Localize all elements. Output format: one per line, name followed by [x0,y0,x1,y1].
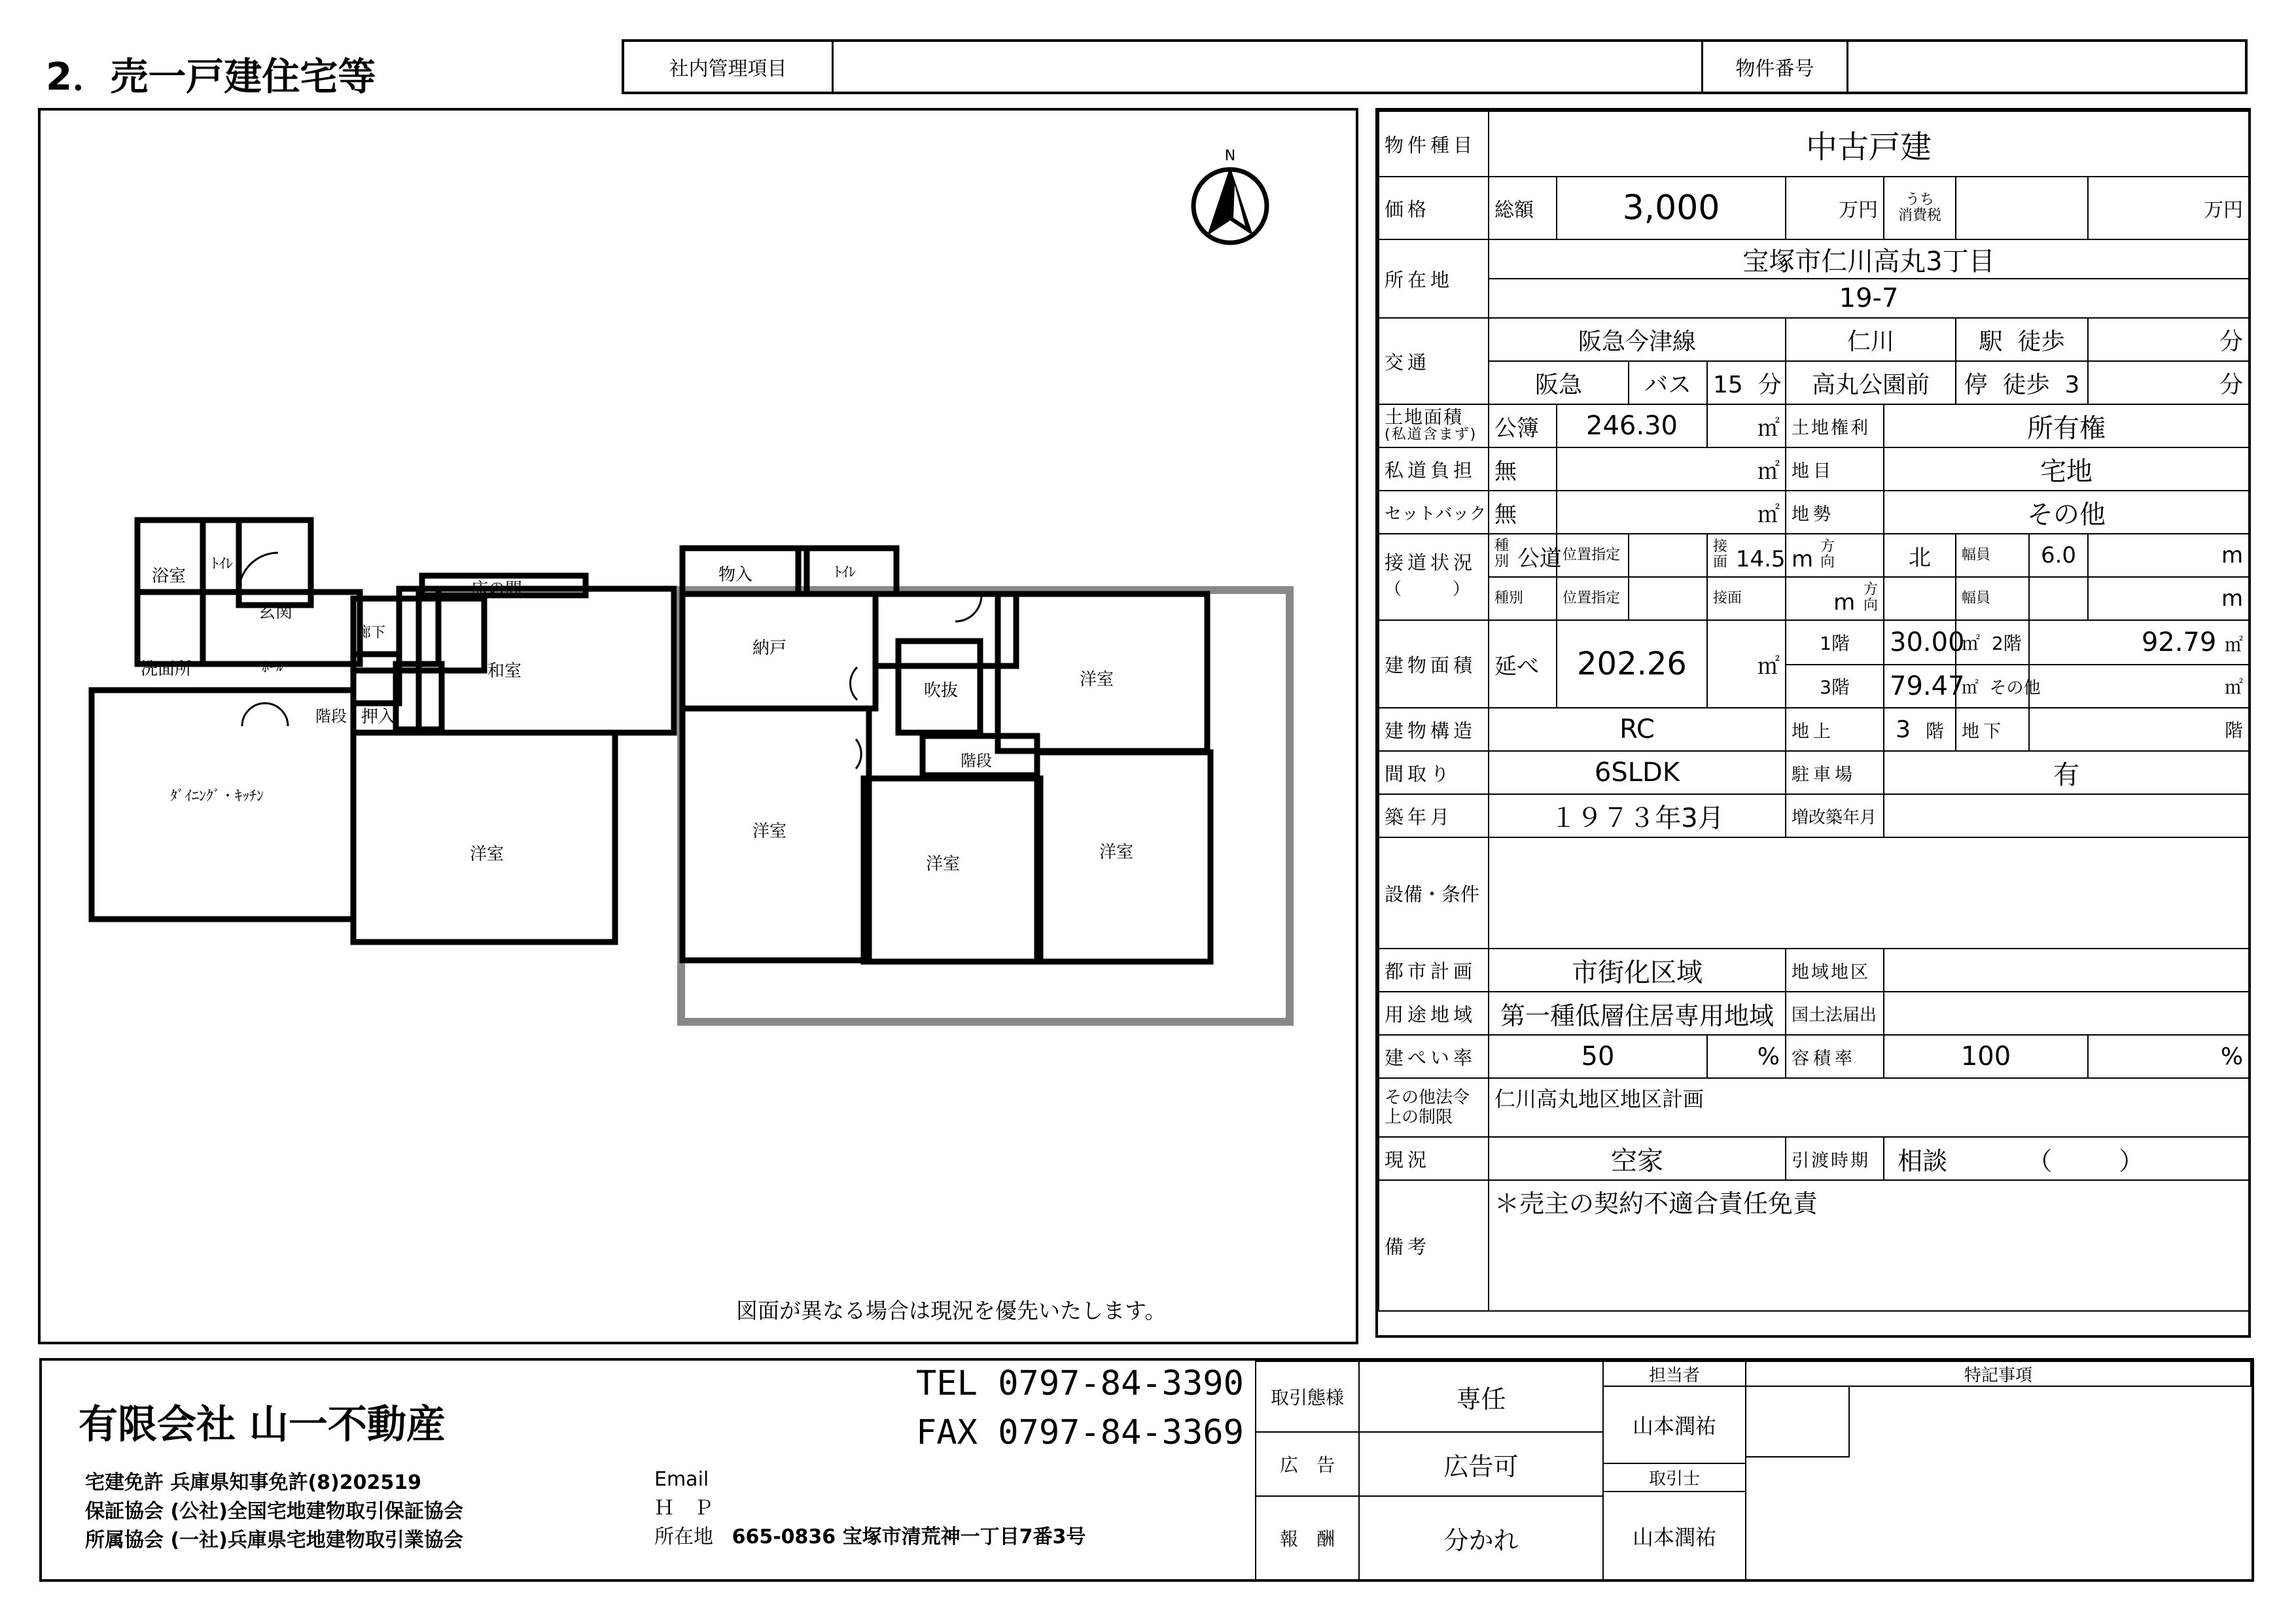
road1-width-label: 幅員 [1956,534,2029,577]
room-toilet: ﾄｲﾚ [211,556,234,572]
far-pct: % [2088,1035,2249,1078]
license: 兵庫県知事免許(8)202519 [170,1471,421,1494]
fee-label: 報 酬 [1255,1495,1360,1580]
handover: 相談 [1898,1146,1948,1176]
tax-label-2: 消費税 [1898,207,1941,224]
other-label: その他 [1989,678,2041,698]
compass-letter: N [1224,148,1236,164]
above-label: 地上 [1786,708,1884,751]
chisei: その他 [1884,491,2249,534]
private-road-label: 私道負担 [1379,447,1489,491]
road2-pos [1629,577,1707,620]
built: １９７３年3月 [1489,794,1786,837]
north-compass-icon [1188,147,1273,252]
private-road-sqm: ㎡ [1557,447,1786,491]
price-value: 3,000 [1557,177,1786,239]
far: 100 [1884,1035,2088,1078]
facility-label: 設備・条件 [1379,837,1489,949]
facility [1489,837,2249,949]
type-label: 物件種目 [1379,111,1489,177]
room-entrance: 玄関 [258,602,293,622]
special-value [1745,1456,2252,1580]
room-storage: 物入 [718,565,753,585]
status-label: 現況 [1379,1137,1489,1180]
room-western-2f-a: 洋室 [1080,670,1114,689]
floor3-sqm: ㎡ [1962,678,1979,698]
coverage: 50 [1489,1035,1707,1078]
room-western-1f: 洋室 [470,845,504,864]
room-washroom: 洗面所 [141,659,192,679]
road2-face-label: 接面 [1707,577,1786,620]
tax-value [1956,177,2088,239]
bus-company: 阪急 [1489,361,1629,404]
room-stairs-2f: 階段 [961,752,992,770]
handover-paren-r: ） [2119,1146,2144,1176]
bus-minutes: 15 [1713,371,1743,398]
road1-dir-label: 方向 [1820,538,1835,570]
zoning-label: 用途地域 [1379,992,1489,1035]
room-corridor: 廊下 [357,625,386,641]
road2-width-label: 幅員 [1956,577,2029,620]
deal-label: 取引態様 [1255,1361,1360,1433]
room-western-2f-c: 洋室 [926,854,961,874]
mgmt-label: 社内管理項目 [624,42,834,92]
road1-kind: 公道 [1517,546,1562,572]
handover-paren-l: （ [2027,1146,2053,1176]
floor2-label: 2階 [1991,633,2022,654]
spec-table [1378,111,2250,1312]
road2-kind-label: 種別 [1489,577,1557,620]
road1-dir: 北 [1884,534,1956,577]
broker-value: 山本潤祐 [1602,1491,1746,1580]
road2-width-m: m [2088,577,2249,620]
floorplan-note: 図面が異なる場合は現況を優先いたします。 [736,1298,1167,1323]
road1-width: 6.0 [2029,534,2088,577]
other-law-label: その他法令上の制限 [1379,1078,1489,1137]
room-western-2f-d: 洋室 [1099,843,1134,862]
land-sqm: ㎡ [1707,404,1786,447]
company-name: 有限会社 山一不動産 [79,1402,446,1448]
floor2-sqm: ㎡ [2225,634,2244,655]
floor2-plan [674,543,1315,1040]
special-stamp-box [1745,1386,1850,1457]
transport-line: 阪急今津線 [1489,318,1786,361]
floor1-sqm: ㎡ [1962,633,1981,654]
assoc2-label: 所属協会 [85,1529,164,1552]
ad-label: 広 告 [1255,1431,1360,1497]
assoc1: (公社)全国宅地建物取引保証協会 [170,1500,463,1523]
room-stairs-1f: 階段 [315,707,347,725]
price-total-label: 総額 [1489,177,1557,239]
room-nando: 納戸 [752,638,787,658]
renov [1884,794,2249,837]
road1-face-label: 接面 [1713,538,1728,570]
room-toilet-2f: ﾄｲﾚ [834,565,857,581]
road1-pos [1629,534,1707,577]
handover-label: 引渡時期 [1786,1137,1884,1180]
chimoku-label: 地目 [1786,447,1884,491]
bus-walk: 徒歩 [2002,371,2050,398]
fax-number[interactable]: FAX 0797-84-3369 [916,1413,1244,1452]
setback-sqm: ㎡ [1557,491,1786,534]
setback-label: セットバック [1379,491,1489,534]
transport-min-unit: 分 [2219,328,2244,355]
renov-label: 増改築年月 [1786,794,1884,837]
built-label: 築年月 [1379,794,1489,837]
room-dining-kitchen: ﾀﾞｲﾆﾝｸﾞ・ｷｯﾁﾝ [170,788,264,805]
floor3: 79.47 [1884,665,1956,708]
road2-width [2029,577,2088,620]
bus-walk-min: 3 [2064,371,2080,398]
road-paren: （ ） [1385,580,1470,599]
road2-pos-label: 位置指定 [1557,577,1629,620]
status: 空家 [1489,1137,1786,1180]
room-hall: ﾎｰﾙ [262,659,284,676]
floor1: 30.00 [1884,620,1956,665]
city-plan-label: 都市計画 [1379,949,1489,992]
page-title: 2．売一戸建住宅等 [46,54,376,99]
email-label: Email [654,1468,709,1491]
mgmt-value[interactable] [838,42,1695,92]
tax-unit: 万円 [2088,177,2249,239]
room-tokonoma: 床の間 [471,580,523,599]
above-kai: 階 [1925,720,1944,742]
land-area-label: 土地面積 [1385,406,1464,428]
private-road: 無 [1489,447,1557,491]
assoc2: (一社)兵庫県宅地建物取引業協会 [170,1529,463,1552]
room-fukinuke: 吹抜 [924,681,959,701]
setback: 無 [1489,491,1557,534]
floor2: 92.79 [2141,627,2217,657]
license-label: 宅建免許 [85,1471,164,1494]
address-line2: 19-7 [1489,279,2249,318]
office-label: 所在地 [654,1526,713,1548]
land-area-sub: (私道含まず) [1385,426,1477,443]
room-closet: 押入 [361,707,396,727]
price-unit: 万円 [1786,177,1884,239]
fee-value: 分かれ [1358,1495,1604,1580]
tel-number[interactable]: TEL 0797-84-3390 [916,1364,1244,1403]
zoning: 第一種低層住居専用地域 [1489,992,1786,1035]
national-label: 国土法届出 [1786,992,1884,1035]
number-label: 物件番号 [1701,42,1848,92]
above: 3 [1896,716,1911,743]
structure-label: 建物構造 [1379,708,1489,751]
contact-info [654,1465,1086,1552]
city-plan: 市街化区域 [1489,949,1786,992]
bus-label: バス [1629,361,1707,404]
deal-value: 専任 [1358,1361,1604,1433]
chisei-label: 地勢 [1786,491,1884,534]
room-washitsu: 和室 [487,661,522,681]
other-sqm: ㎡ [2225,676,2244,698]
transport-station: 仁川 [1786,318,1956,361]
district [1884,949,2249,992]
chimoku: 宅地 [1884,447,2249,491]
road2-dir [1884,577,1956,620]
road1-face: 14.5 [1735,546,1786,572]
other-law: 仁川高丸地区地区計画 [1489,1078,2249,1137]
transport-walk: 徒歩 [2017,328,2065,355]
tax-label-1: うち [1905,192,1934,208]
ad-value: 広告可 [1358,1431,1604,1497]
road-label: 接道状況 [1385,551,1477,574]
below-label: 地下 [1956,708,2029,751]
staff-label: 担当者 [1602,1361,1746,1387]
structure: RC [1489,708,1786,751]
staff-value: 山本潤祐 [1602,1386,1746,1464]
room-bath: 浴室 [152,567,186,586]
land-right-label: 土地権利 [1786,404,1884,447]
building-area-label: 建物面積 [1379,620,1489,708]
far-label: 容積率 [1786,1035,1884,1078]
room-western-2f-b: 洋室 [752,822,787,841]
assoc1-label: 保証協会 [85,1500,164,1523]
building-total-label: 延べ [1489,620,1557,708]
parking-label: 駐車場 [1786,751,1884,794]
office-address: 665-0836 宝塚市清荒神一丁目7番3号 [732,1526,1086,1548]
coverage-pct: % [1707,1035,1786,1078]
company-info [85,1469,463,1555]
coverage-label: 建ぺい率 [1379,1035,1489,1078]
address-line1: 宝塚市仁川高丸3丁目 [1489,239,2249,279]
road1-kind-label: 種別 [1494,538,1510,570]
transport-eki: 駅 [1979,328,2003,355]
price-label: 価格 [1379,177,1489,239]
national [1884,992,2249,1035]
parking: 有 [1884,751,2249,794]
floor3-label: 3階 [1786,665,1884,708]
transport-label: 交通 [1379,318,1489,404]
type-value: 中古戸建 [1489,111,2249,177]
hp-label: Ｈ Ｐ [654,1497,713,1520]
bus-min-unit: 分 [1757,371,1782,398]
district-label: 地域地区 [1786,949,1884,992]
road1-width-m: m [2088,534,2249,577]
layout: 6SLDK [1489,751,1786,794]
layout-label: 間取り [1379,751,1489,794]
land-right: 所有権 [1884,404,2249,447]
bus-stop: 高丸公園前 [1786,361,1956,404]
special-label: 特記事項 [1745,1361,2252,1387]
number-value[interactable] [1852,42,2238,92]
road2-m: m [1833,589,1856,616]
address-label: 所在地 [1379,239,1489,318]
remarks: ＊売主の契約不適合責任免責 [1489,1180,2249,1311]
land-area: 246.30 [1557,404,1707,447]
broker-label: 取引士 [1602,1463,1746,1492]
road2-dir-label: 方向 [1863,581,1878,614]
bus-walk-unit: 分 [2088,361,2249,404]
remarks-label: 備考 [1379,1180,1489,1311]
building-total: 202.26 [1557,620,1707,708]
road1-pos-label: 位置指定 [1557,534,1629,577]
floor1-label: 1階 [1786,620,1884,665]
building-sqm: ㎡ [1707,620,1786,708]
bus-tei: 停 [1964,371,1988,398]
land-register: 公簿 [1489,404,1557,447]
road1-m: m [1792,546,1814,572]
below-kai: 階 [2225,720,2244,741]
